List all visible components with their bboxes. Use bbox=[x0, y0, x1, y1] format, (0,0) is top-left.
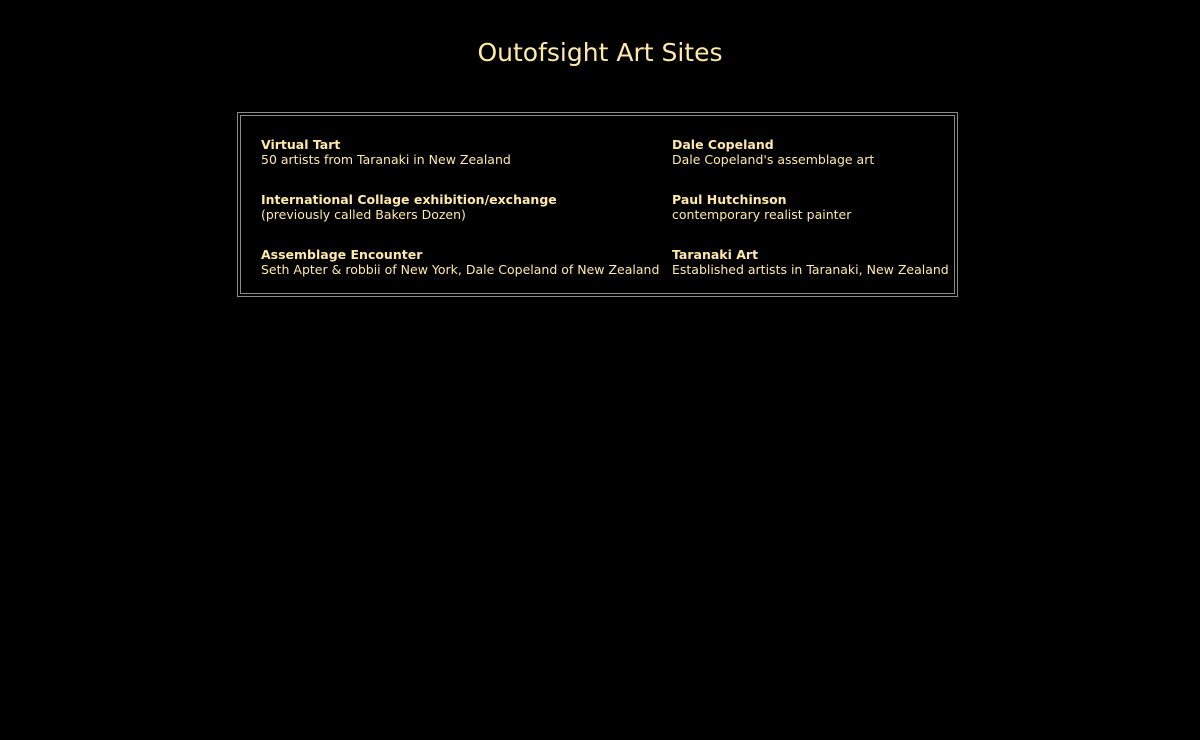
site-description: Established artists in Taranaki, New Zealand bbox=[672, 262, 949, 277]
site-entry-virtual-tart bbox=[261, 137, 511, 167]
sites-box bbox=[237, 112, 958, 297]
site-link-assemblage-encounter[interactable]: Assemblage Encounter bbox=[261, 247, 423, 262]
site-entry-international-collage bbox=[261, 192, 557, 222]
site-entry-assemblage-encounter bbox=[261, 247, 659, 277]
site-description: Seth Apter & robbii of New York, Dale Copeland of New Zealand bbox=[261, 262, 660, 277]
site-entry-paul-hutchinson bbox=[672, 192, 851, 222]
site-link-paul-hutchinson[interactable]: Paul Hutchinson bbox=[672, 192, 787, 207]
site-entry-dale-copeland bbox=[672, 137, 874, 167]
site-link-dale-copeland[interactable]: Dale Copeland bbox=[672, 137, 774, 152]
site-entry-taranaki-art bbox=[672, 247, 949, 277]
site-link-international-collage[interactable]: International Collage exhibition/exchange bbox=[261, 192, 557, 207]
site-link-virtual-tart[interactable]: Virtual Tart bbox=[261, 137, 341, 152]
site-description: Dale Copeland's assemblage art bbox=[672, 152, 875, 167]
site-description: contemporary realist painter bbox=[672, 207, 852, 222]
sites-box-inner bbox=[240, 115, 955, 294]
site-link-taranaki-art[interactable]: Taranaki Art bbox=[672, 247, 759, 262]
page-title: Outofsight Art Sites bbox=[477, 38, 723, 67]
site-description: 50 artists from Taranaki in New Zealand bbox=[261, 152, 511, 167]
site-description: (previously called Bakers Dozen) bbox=[261, 207, 466, 222]
